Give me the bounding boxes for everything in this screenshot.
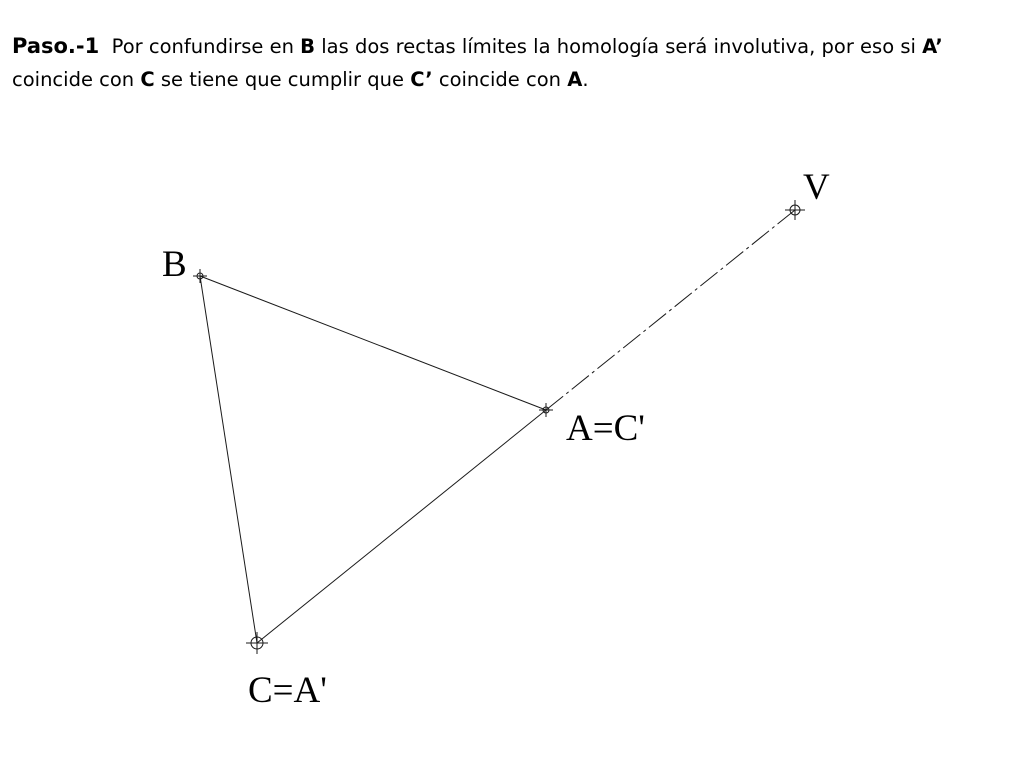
caption-text: coincide con bbox=[12, 68, 141, 91]
point-B bbox=[193, 269, 207, 283]
caption-text: las dos rectas límites la homología será involutiva, por eso si bbox=[315, 35, 923, 58]
caption-bold: B bbox=[300, 35, 316, 58]
label-C: C=A' bbox=[248, 670, 327, 711]
label-A: A=C' bbox=[566, 408, 645, 449]
caption-bold: A’ bbox=[922, 35, 943, 58]
caption-text: coincide con bbox=[432, 68, 568, 91]
label-V: V bbox=[803, 167, 830, 208]
caption-bold: C’ bbox=[410, 68, 433, 91]
point-V bbox=[785, 200, 805, 220]
caption-bold: C bbox=[140, 68, 155, 91]
edge-C-A bbox=[257, 410, 546, 643]
step-title: Paso.-1 bbox=[12, 34, 100, 58]
caption-bold: A bbox=[567, 68, 583, 91]
caption-text: . bbox=[582, 68, 589, 91]
dashed-line-A-V bbox=[546, 210, 795, 410]
caption-text: Por confundirse en bbox=[111, 35, 301, 58]
edge-B-A bbox=[200, 276, 546, 410]
caption-text: se tiene que cumplir que bbox=[154, 68, 411, 91]
label-B: B bbox=[162, 244, 187, 285]
point-C bbox=[246, 632, 268, 654]
point-A bbox=[539, 403, 553, 417]
edge-B-C bbox=[200, 276, 257, 643]
